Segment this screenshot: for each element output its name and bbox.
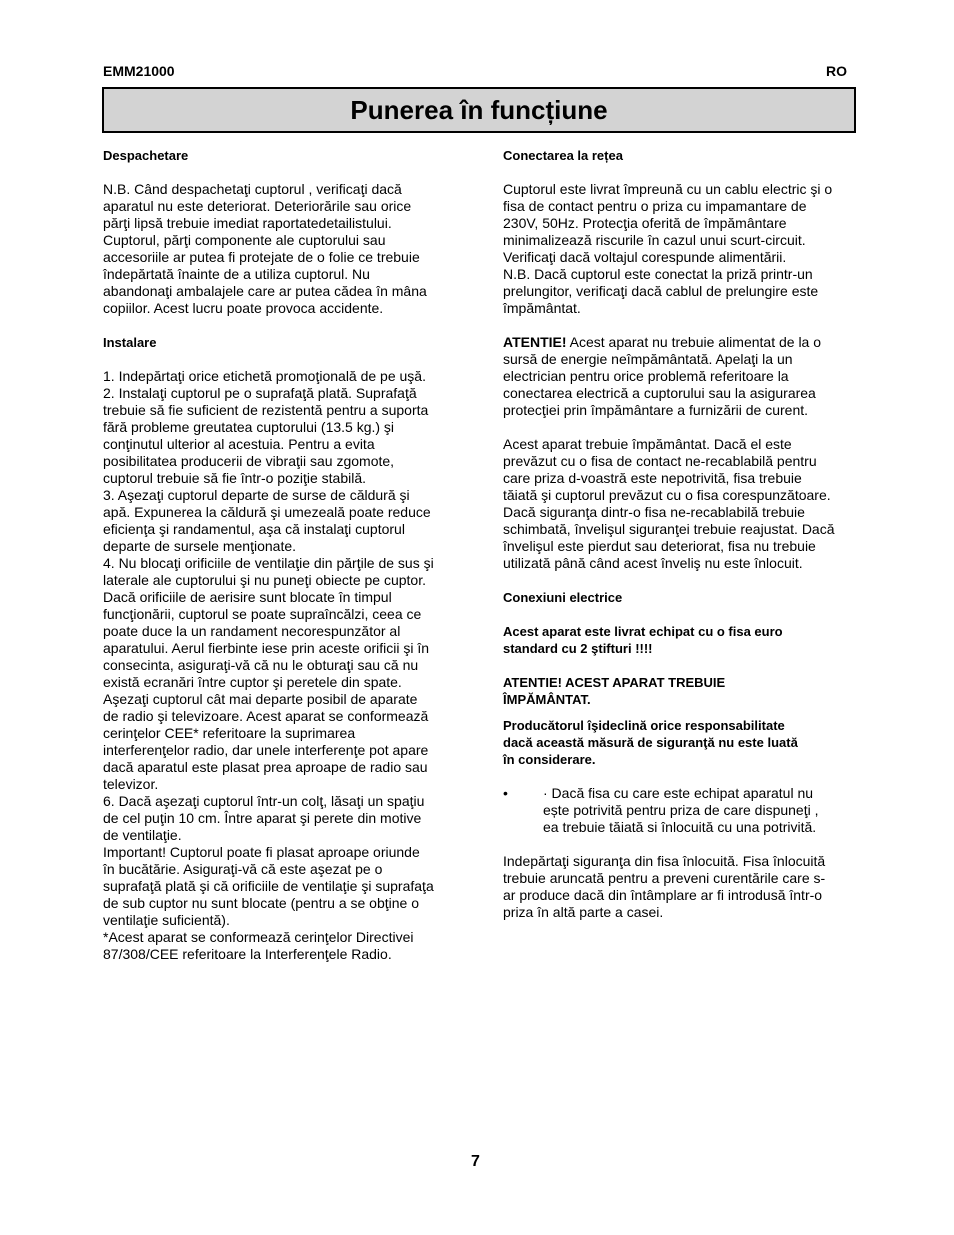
atentie-text: Acest aparat nu trebuie alimentat de la o sursă de energie neîmpământată. Apelaţi la un electrician pentru orice problemă referitoare la conectarea electrică a cuptorului sau la asigurarea protecţiei prin împământare a furnizării de curent. <box>503 334 822 418</box>
atentie-impamantat-text: ATENTIE! ACEST APARAT TREBUIE ÎMPĂMÂNTAT. <box>503 675 726 707</box>
producator-text: Producătorul îşideclină orice responsabilitate dacă această măsură de siguranţă nu este luată în considerare. <box>503 718 798 767</box>
impamantat-text: Acest aparat trebuie împământat. Dacă el este prevăzut cu o fisa de contact ne-recablabilă pentru care priza d-voastră este nepotrivită, fisa trebuie tăiată şi cuptorul prevăzut cu o fisa corespunzătoare. Dacă siguranţa dintr-o fisa ne-recablabilă trebuie schimbată, învelişul siguranţei trebuie reajustat. Dacă învelişul este pierdut sau deteriorat, fisa nu trebuie utilizată până când acest înveliş nu este înlocuit. <box>503 436 835 571</box>
bullet-symbol: • <box>503 785 508 801</box>
despachetare-text: N.B. Când despachetaţi cuptorul , verificaţi dacă aparatul nu este deteriorat. Deteriorările sau orice părţi lipsă trebuie imediat raportatedetailistului. Cuptorul, părţi componente ale cuptorului sau accesoriile ar putea fi protejate de o folie ce trebuie îndepărtată înainte de a utiliza cuptorul. Nu abandonaţi ambalajele care ar putea cădea în mâna copiilor. Acest lucru poate provoca accidente. <box>103 181 427 316</box>
instalare-heading: Instalare <box>103 335 157 350</box>
retea-text: Cuptorul este livrat împreună cu un cablu electric şi o fisa de contact pentru o priza cu impamantare de 230V, 50Hz. Protecţia oferită de împământare minimalizează riscurile în cazul unui scurt-circuit. Verificaţi dacă voltajul corespunde alimentării. N.B. Dacă cuptorul este conectat la priză printr-un prelungitor, verificaţi dacă cablul de prelungire este împământat. <box>503 181 833 316</box>
instalare-text: 1. Indepărtaţi orice etichetă promoţională de pe uşă. 2. Instalaţi cuptorul pe o suprafaţă plată. Suprafaţă trebuie să fie suficient de rezistentă pentru a suporta fără probleme greutatea cuptorului (13.5 kg.) şi conţinutul ulterior al acestuia. Pentru a evita posibilitatea producerii de vibraţii sau zgomote, cuptorul trebuie să fie într-o poziţie stabilă. 3. Aşezaţi cuptorul departe de surse de căldură şi apă. Expunerea la căldură şi umezeală poate reduce eficienţa şi randamentul, aşa că instalaţi cuptorul departe de sursele menţionate. 4. Nu blocaţi orificiile de ventilaţie din părţile de sus şi laterale ale cuptorului şi nu puneţi obiecte pe cuptor. Dacă orificiile de aerisire sunt blocate în timpul funcţionării, cuptorul se poate supraîncălzi, ceea ce poate duce la un randament necorespunzător al aparatului. Aerul fierbinte iese prin aceste orificii şi în consecinta, asiguraţi-vă că nu le obturaţi sau că nu există ecranări între cuptor şi peretele din spate. Aşezaţi cuptorul cât mai departe posibil de aparate de radio şi televizoare. Acest aparat se conformează cerinţelor CEE* referitoare la suprimarea interferenţelor radio, dar unele interferenţe pot apare dacă aparatul este plasat prea aproape de radio sau televizor. 6. Dacă aşezaţi cuptorul într-un colţ, lăsaţi un spaţiu de cel puţin 10 cm. Între aparat şi perete din motive de ventilaţie. Important! Cuptorul poate fi plasat aproape oriunde în bucătărie. Asiguraţi-vă că este aşezat pe o suprafaţă plată şi că orificiile de ventilaţie şi suprafaţa de sub cuptor nu sunt blocate (pentru a se obţine o ventilaţie suficientă). *Acest aparat se conformează cerinţelor Directivei 87/308/CEE referitoare la Interferenţele Radio. <box>103 368 434 962</box>
language-code: RO <box>826 63 847 79</box>
final-text: Indepărtaţi siguranţa din fisa înlocuită. Fisa înlocuită trebuie aruncată pentru a preveni curentările care s- ar produce dacă din întâmplare ar fi introdusă într-o priza în altă parte a casei. <box>503 853 826 920</box>
retea-heading: Conectarea la rețea <box>503 148 623 163</box>
right-column <box>503 147 855 921</box>
page-number: 7 <box>471 1153 480 1170</box>
conexiuni-heading: Conexiuni electrice <box>503 590 623 605</box>
model-number: EMM21000 <box>103 63 175 79</box>
title-banner <box>102 87 856 133</box>
bullet-text: · Dacă fisa cu care este echipat aparatul nu ește potrivită pentru priza de care dispuneţi , ea trebuie tăiată si înlocuită cu una potrivită. <box>543 785 819 835</box>
left-column <box>103 147 455 963</box>
euro-plug-text: Acest aparat este livrat echipat cu o fisa euro standard cu 2 ştifturi !!!! <box>503 624 783 656</box>
atentie-paragraph <box>503 334 855 419</box>
page-title: Punerea în funcțiune <box>350 94 608 125</box>
atentie-label: ATENTIE! <box>503 334 567 350</box>
bullet-item <box>503 785 855 836</box>
despachetare-heading: Despachetare <box>103 148 189 163</box>
